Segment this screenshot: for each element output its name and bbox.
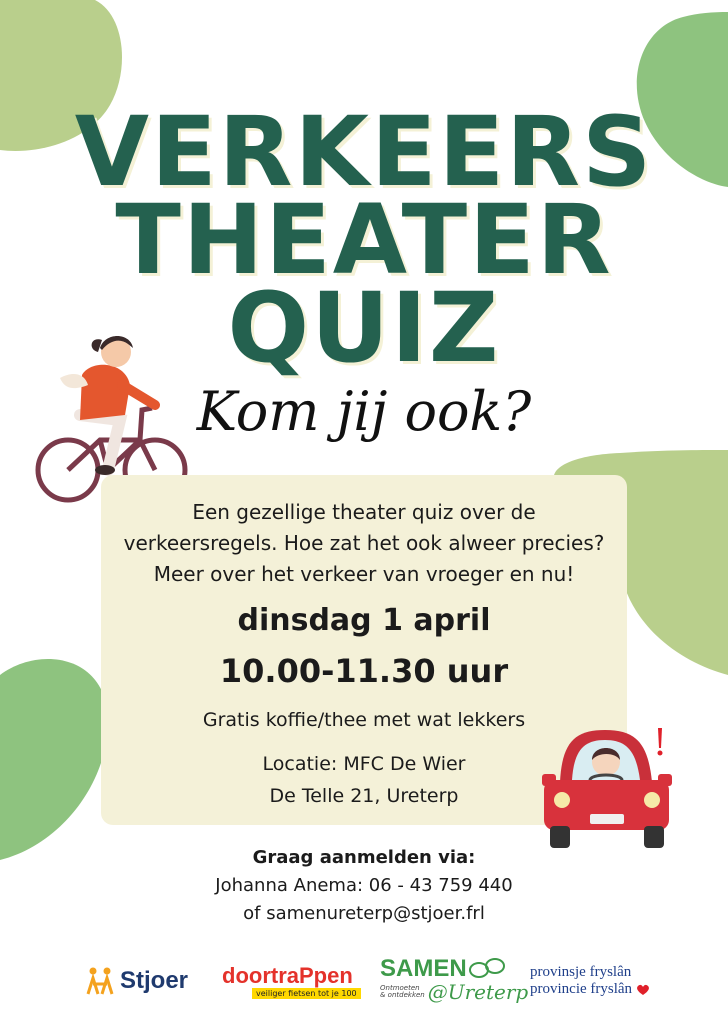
event-location-address: De Telle 21, Ureterp — [269, 785, 459, 807]
doortrappen-logo — [222, 956, 361, 1006]
doortrappen-tagline: veiliger fietsen tot je 100 — [252, 988, 361, 999]
title-line-2: THEATER — [115, 184, 613, 296]
event-extra: Gratis koffie/thee met wat lekkers — [202, 709, 526, 731]
intro-text — [101, 497, 627, 590]
event-date: dinsdag 1 april — [237, 603, 491, 638]
title-line-3: QUIZ — [227, 272, 501, 384]
provincie-fryslan-logo — [530, 956, 650, 1006]
car-illustration — [540, 722, 675, 852]
event-time: 10.00-11.30 uur — [219, 652, 509, 690]
samen-sub-1: Ontmoeten — [380, 984, 420, 992]
stjoer-logo-text: Stjoer — [120, 967, 189, 994]
doortrappen-logo-text: doortraPpen — [222, 962, 353, 988]
signup-contact: Johanna Anema: 06 - 43 759 440 — [215, 875, 513, 896]
speech-bubbles-icon — [467, 956, 507, 982]
provinsje-text: provinsje fryslân — [530, 964, 632, 980]
intro-line-1: Een gezellige theater quiz over de — [192, 500, 536, 524]
event-location-name: Locatie: MFC De Wier — [262, 753, 466, 775]
decorative-blob-left — [0, 645, 110, 860]
samen-ureterp-logo — [380, 954, 528, 1004]
signup-heading: Graag aanmelden via: — [252, 847, 476, 868]
samen-logo-text: SAMEN — [380, 955, 467, 982]
stjoer-logo — [84, 956, 188, 1006]
intro-line-2: verkeersregels. Hoe zat het ook alweer precies? — [123, 531, 605, 555]
provincie-text: provincie fryslân — [530, 981, 633, 997]
tagline: Kom jij ook? — [196, 380, 532, 443]
stjoer-figures-icon — [84, 966, 116, 996]
heart-icon — [636, 984, 650, 996]
signup-email[interactable]: of samenureterp@stjoer.frl — [243, 903, 485, 924]
intro-line-3: Meer over het verkeer van vroeger en nu! — [153, 562, 575, 586]
samen-sub-2: & ontdekken — [380, 991, 425, 999]
ureterp-logo-text: @Ureterp — [427, 980, 529, 1004]
title-line-1: VERKEERS — [74, 96, 654, 208]
